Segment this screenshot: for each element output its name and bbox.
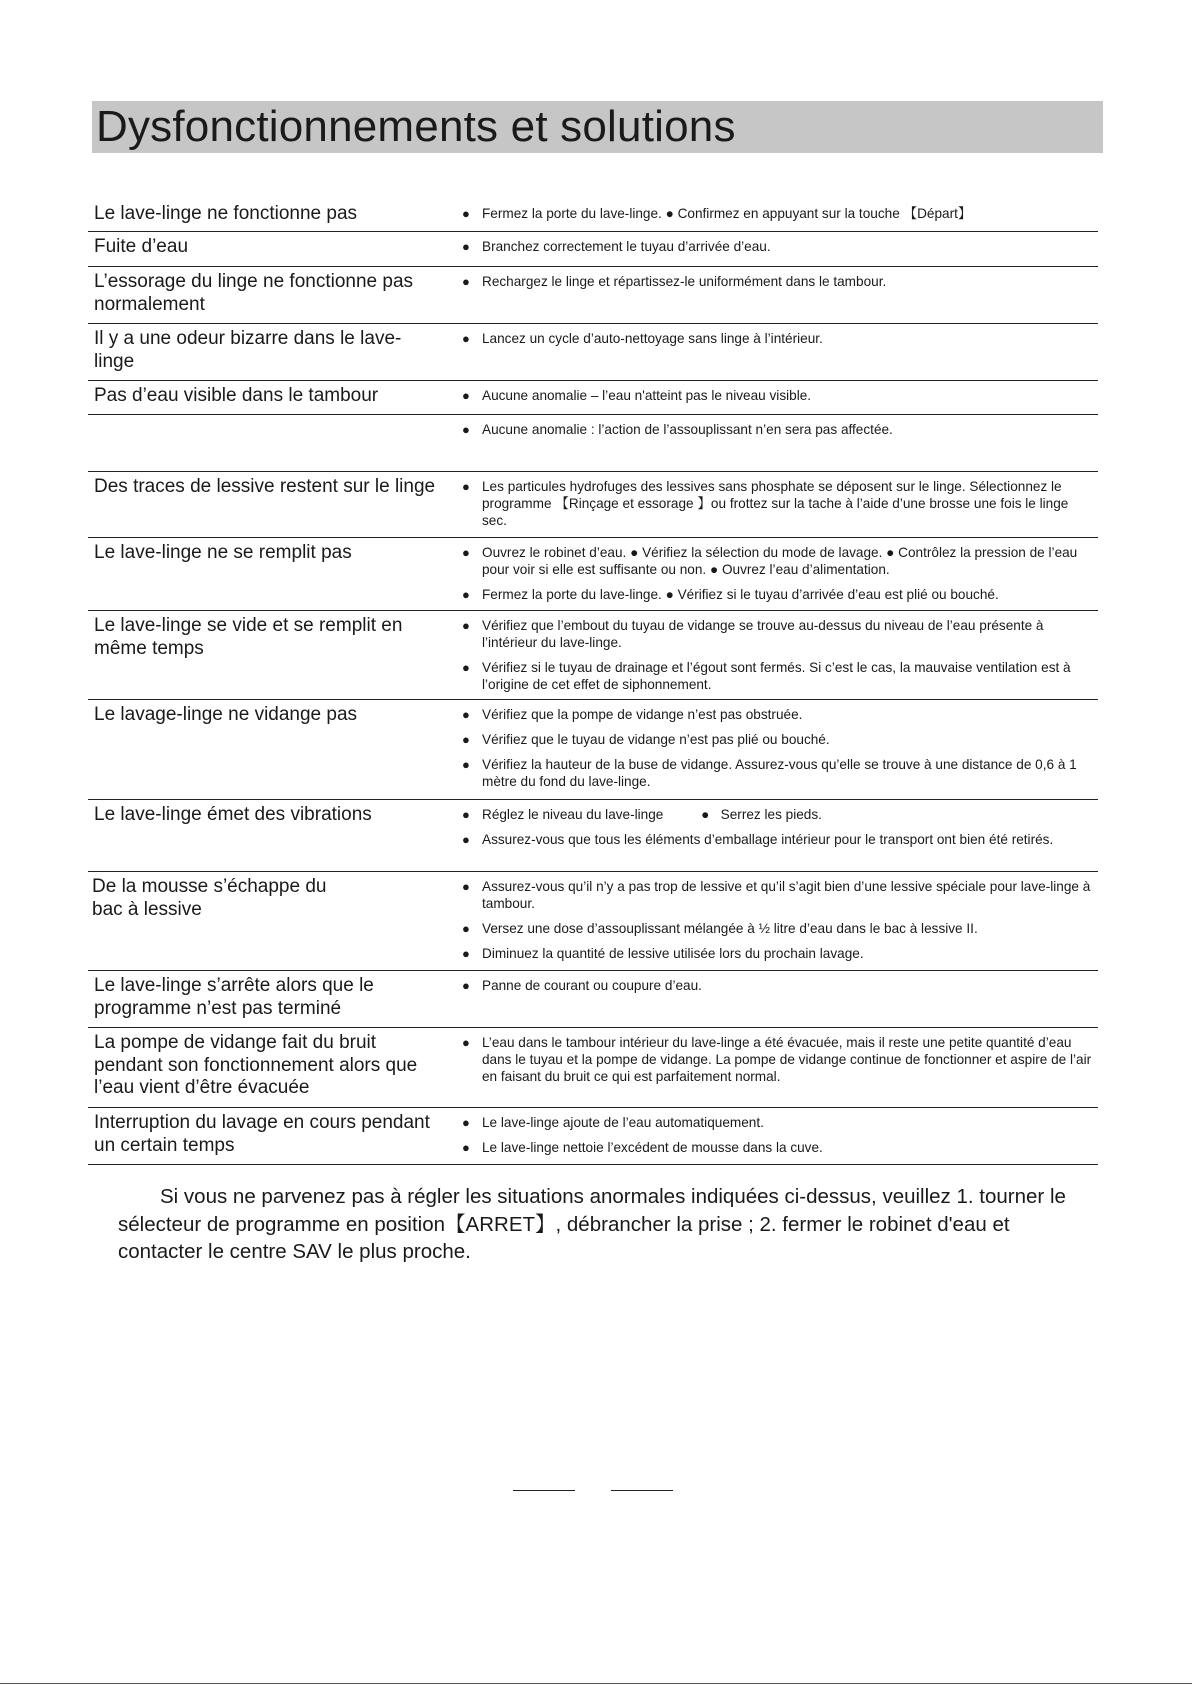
bottom-rule: [0, 1683, 1192, 1684]
table-row: [88, 538, 1098, 611]
table-row: [88, 1028, 1098, 1108]
bullet-icon: ●: [462, 757, 470, 772]
solution-item: ● Fermez la porte du lave-linge. ● Vérifiez si le tuyau d’arrivée d’eau est plié ou bouché.: [462, 587, 999, 602]
problem-cell: La pompe de vidange fait du bruit pendant son fonctionnement alors que l’eau vient d’être évacuée: [94, 1032, 418, 1098]
solutions-cell: [462, 617, 1094, 693]
bullet-icon: ●: [462, 1035, 470, 1050]
bullet-icon: ●: [462, 545, 470, 560]
table-row: [88, 700, 1098, 800]
solution-item: ● Assurez-vous qu’il n’y a pas trop de lessive et qu’il s’agit bien d’une lessive spéciale pour lave-linge à tambour.: [462, 879, 1091, 911]
solution-item: ● Vérifiez si le tuyau de drainage et l’égout sont fermés. Si c’est le cas, la mauvaise ventilation est à l’origine de cet effet de siphonnement.: [462, 660, 1071, 692]
bullet-icon: ●: [462, 618, 470, 633]
table-row: [88, 872, 1098, 971]
bullet-icon: ●: [462, 422, 470, 437]
table-row: [88, 324, 1098, 381]
solution-item: ● L’eau dans le tambour intérieur du lave-linge a été évacuée, mais il reste une petite quantité d’eau dans le tuyau et la pompe de vidange. La pompe de vidange continue de fonctionner et aspire de l’air en faisant du bruit ce qui est parfaitement normal.: [462, 1035, 1092, 1084]
problem-cell: De la mousse s’échappe du bac à lessive: [92, 876, 327, 920]
solution-item: ● Vérifiez la hauteur de la buse de vidange. Assurez-vous qu’elle se trouve à une distance de 0,6 à 1 mètre du fond du lave-linge.: [462, 757, 1077, 789]
solutions-cell: [462, 421, 1094, 438]
page-number-line-right: [611, 1490, 673, 1491]
bullet-icon: ●: [462, 587, 470, 602]
solutions-cell: [462, 544, 1094, 603]
solutions-cell: [462, 387, 1094, 404]
bullet-icon: ●: [462, 1140, 470, 1155]
bullet-icon: ●: [462, 978, 470, 993]
solution-item: ● Assurez-vous que tous les éléments d’emballage intérieur pour le transport ont bien été retirés.: [462, 832, 1054, 847]
solution-item: ● Vérifiez que le tuyau de vidange n’est pas plié ou bouché.: [462, 732, 830, 747]
solutions-cell: [462, 273, 1094, 290]
problem-cell: Interruption du lavage en cours pendant un certain temps: [94, 1112, 430, 1156]
solutions-cell: [462, 977, 1094, 994]
table-row: [88, 415, 1098, 472]
solutions-cell: [462, 878, 1094, 962]
solution-item: ● Rechargez le linge et répartissez-le uniformément dans le tambour.: [462, 274, 887, 289]
solution-item: ● Diminuez la quantité de lessive utilisée lors du prochain lavage.: [462, 946, 864, 961]
bullet-icon: ●: [462, 1115, 470, 1130]
solutions-cell: [462, 238, 1094, 255]
problem-cell: Le lave-linge s’arrête alors que le programme n’est pas terminé: [94, 975, 374, 1019]
footer-note: Si vous ne parvenez pas à régler les situations anormales indiquées ci-dessus, veuillez 1. tourner le sélecteur de programme en position【ARRET】, débrancher la prise ; 2. fermer le robinet d'eau et contacter le centre SAV le plus proche.: [118, 1185, 1066, 1263]
table-row: [88, 1108, 1098, 1165]
table-row: [88, 472, 1098, 538]
page-title: Dysfonctionnements et solutions: [96, 102, 736, 151]
problem-cell: Il y a une odeur bizarre dans le lave-linge: [94, 328, 402, 372]
bullet-icon: ●: [462, 832, 470, 847]
table-row: [88, 232, 1098, 267]
solution-item: ● Panne de courant ou coupure d’eau.: [462, 978, 702, 993]
table-row: [88, 800, 1098, 872]
bullet-icon: ●: [462, 274, 470, 289]
bullet-icon: ●: [462, 879, 470, 894]
bullet-icon: ●: [462, 388, 470, 403]
solutions-cell: [462, 1114, 1094, 1156]
solutions-cell: [462, 706, 1094, 790]
bullet-icon: ●: [462, 921, 470, 936]
problem-cell: L’essorage du linge ne fonctionne pas normalement: [94, 271, 414, 315]
problem-cell: Fuite d’eau: [94, 236, 189, 257]
bullet-icon: ●: [462, 660, 470, 675]
solutions-cell: [462, 478, 1094, 529]
solution-item: ● Aucune anomalie – l’eau n'atteint pas le niveau visible.: [462, 388, 812, 403]
problem-cell: Le lave-linge ne fonctionne pas: [94, 203, 358, 224]
solution-item: ● Vérifiez que la pompe de vidange n’est pas obstruée.: [462, 707, 803, 722]
problem-cell: Le lave-linge émet des vibrations: [94, 804, 372, 825]
table-row: [88, 381, 1098, 415]
bullet-icon: ●: [462, 707, 470, 722]
solution-item: ● Le lave-linge nettoie l’excédent de mousse dans la cuve.: [462, 1140, 823, 1155]
problem-cell: Le lavage-linge ne vidange pas: [94, 704, 358, 725]
solution-item: ● Fermez la porte du lave-linge. ● Confirmez en appuyant sur la touche 【Départ】: [462, 206, 972, 221]
solution-item: ● Versez une dose d’assouplissant mélangée à ½ litre d’eau dans le bac à lessive II.: [462, 921, 978, 936]
bullet-icon: ●: [462, 807, 470, 822]
bullet-icon: ●: [462, 732, 470, 747]
solution-item: ● Vérifiez que l’embout du tuyau de vidange se trouve au-dessus du niveau de l’eau présente à l’intérieur du lave-linge.: [462, 618, 1044, 650]
troubleshooting-table: [88, 199, 1098, 1165]
solutions-cell: [462, 806, 1094, 848]
solutions-cell: [462, 1034, 1094, 1085]
bullet-icon: ●: [462, 206, 470, 221]
problem-cell: Le lave-linge se vide et se remplit en même temps: [94, 615, 403, 659]
problem-cell: Pas d’eau visible dans le tambour: [94, 385, 379, 406]
solution-item: ● Branchez correctement le tuyau d’arrivée d’eau.: [462, 239, 771, 254]
bullet-icon: ●: [462, 331, 470, 346]
solution-item: ● Lancez un cycle d’auto-nettoyage sans linge à l’intérieur.: [462, 331, 823, 346]
table-row: [88, 611, 1098, 700]
problem-cell: Le lave-linge ne se remplit pas: [94, 542, 352, 563]
table-row: [88, 971, 1098, 1028]
table-row: [88, 199, 1098, 232]
solutions-cell: [462, 330, 1094, 347]
solution-item: ● Le lave-linge ajoute de l’eau automatiquement.: [462, 1115, 764, 1130]
solution-item: ● Ouvrez le robinet d’eau. ● Vérifiez la sélection du mode de lavage. ● Contrôlez la pression de l’eau pour voir si elle est suffisante ou non. ● Ouvrez l’eau d’alimentation.: [462, 545, 1078, 577]
solutions-cell: [462, 205, 1094, 222]
problem-cell: Des traces de lessive restent sur le linge: [94, 476, 436, 497]
title-bar: [92, 101, 1103, 153]
bullet-icon: ●: [462, 239, 470, 254]
solution-item: ● Aucune anomalie : l’action de l’assouplissant n’en sera pas affectée.: [462, 422, 893, 437]
solution-item: ● Réglez le niveau du lave-linge ● Serrez les pieds.: [462, 807, 822, 822]
page-number-line-left: [513, 1490, 575, 1491]
table-row: [88, 267, 1098, 324]
solution-item: ● Les particules hydrofuges des lessives sans phosphate se déposent sur le linge. Sélectionnez le programme 【Rinçage et essorage 】ou frottez sur la tache à l’aide d’une brosse une fois le linge sec.: [462, 479, 1069, 528]
bullet-icon: ●: [462, 479, 470, 494]
bullet-icon: ●: [462, 946, 470, 961]
